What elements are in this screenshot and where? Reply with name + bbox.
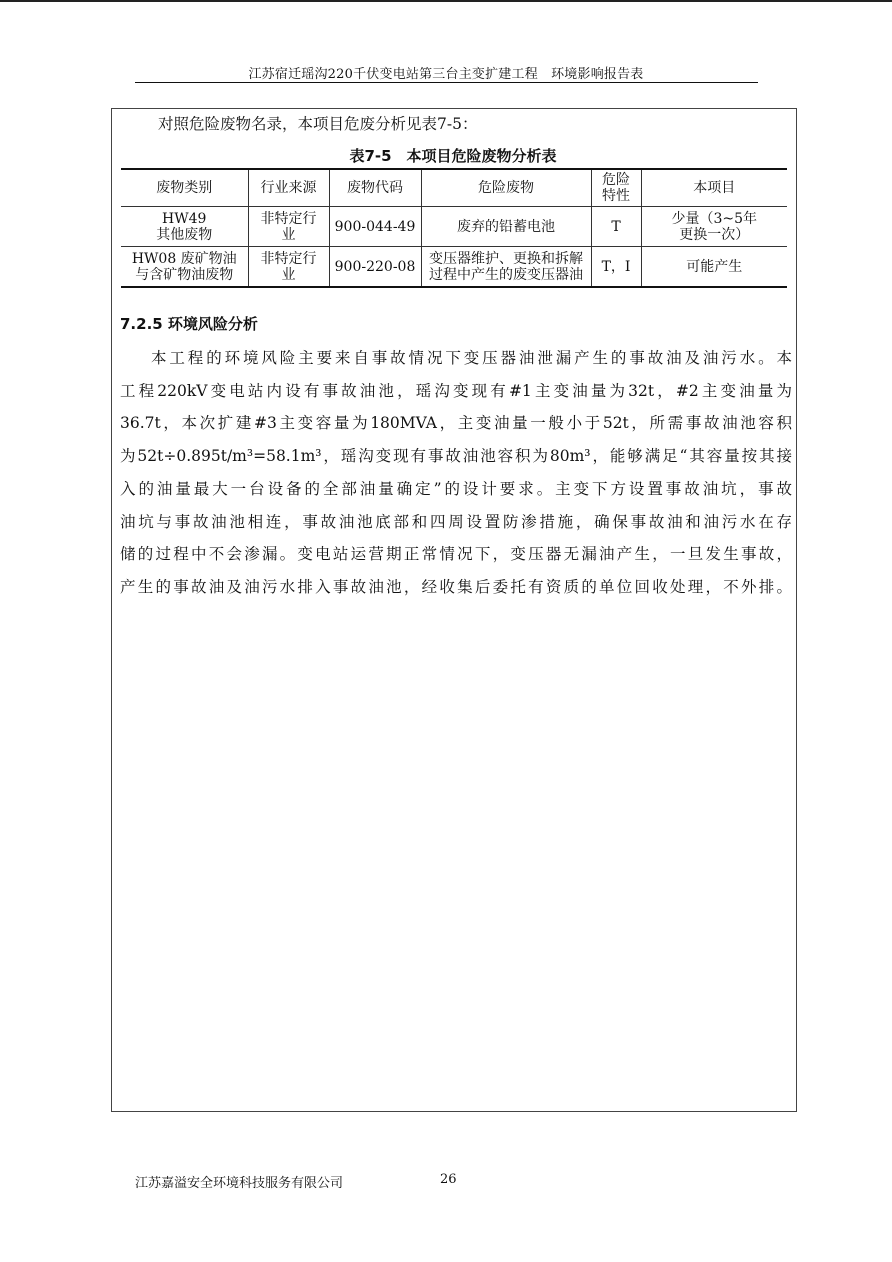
paragraph-line: 入的油量最大一台设备的全部油量确定”的设计要求。主变下方设置事故油坑，事故 [120, 479, 792, 498]
table-row [121, 207, 787, 247]
risk-analysis-paragraph [120, 342, 792, 604]
top-border [0, 0, 892, 2]
cell-category: HW49 其他废物 [121, 207, 248, 247]
col-header-waste: 危险废物 [421, 169, 591, 207]
col-header-code: 废物代码 [329, 169, 421, 207]
paragraph-line: 储的过程中不会渗漏。变电站运营期正常情况下，变压器无漏油产生，一旦发生事故， [120, 545, 792, 564]
cell-category: HW08 废矿物油 与含矿物油废物 [121, 247, 248, 288]
table-row [121, 247, 787, 288]
section-heading: 7.2.5 环境风险分析 [120, 315, 258, 333]
cell-code: 900-044-49 [329, 207, 421, 247]
col-header-category: 废物类别 [121, 169, 248, 207]
paragraph-line: 36.7t，本次扩建#3主变容量为180MVA，主变油量一般小于52t，所需事故油池容积 [120, 414, 792, 433]
header-rule [135, 82, 758, 83]
paragraph-line: 为52t÷0.895t/m³=58.1m³，瑶沟变现有事故油池容积为80m³，能够满足“其容量按其接 [120, 447, 792, 466]
col-header-source: 行业来源 [248, 169, 329, 207]
page-header: 江苏宿迁瑶沟220千伏变电站第三台主变扩建工程 环境影响报告表 [248, 67, 644, 82]
cell-property: T [591, 207, 641, 247]
page-number: 26 [440, 1172, 457, 1187]
cell-waste: 废弃的铅蓄电池 [421, 207, 591, 247]
cell-source: 非特定行 业 [248, 207, 329, 247]
col-header-property: 危险 特性 [591, 169, 641, 207]
paragraph-line: 油坑与事故油池相连，事故油池底部和四周设置防渗措施，确保事故油和油污水在存 [120, 512, 792, 531]
table-header-row [121, 169, 787, 207]
col-header-project: 本项目 [641, 169, 787, 207]
intro-sentence: 对照危险废物名录，本项目危废分析见表7-5： [158, 115, 478, 133]
table-title: 表7-5 本项目危险废物分析表 [349, 147, 557, 165]
cell-project: 少量（3~5年 更换一次） [641, 207, 787, 247]
paragraph-line: 工程220kV变电站内设有事故油池，瑶沟变现有#1主变油量为32t，#2主变油量为 [120, 381, 792, 400]
cell-code: 900-220-08 [329, 247, 421, 288]
cell-waste: 变压器维护、更换和拆解 过程中产生的废变压器油 [421, 247, 591, 288]
paragraph-line: 本工程的环境风险主要来自事故情况下变压器油泄漏产生的事故油及油污水。本 [151, 349, 792, 367]
footer-company: 江苏嘉溢安全环境科技服务有限公司 [135, 1176, 344, 1191]
cell-source: 非特定行 业 [248, 247, 329, 288]
paragraph-line: 产生的事故油及油污水排入事故油池，经收集后委托有资质的单位回收处理，不外排。 [120, 577, 792, 596]
cell-project: 可能产生 [641, 247, 787, 288]
cell-property: T，I [591, 247, 641, 288]
hazardous-waste-table [121, 168, 787, 288]
